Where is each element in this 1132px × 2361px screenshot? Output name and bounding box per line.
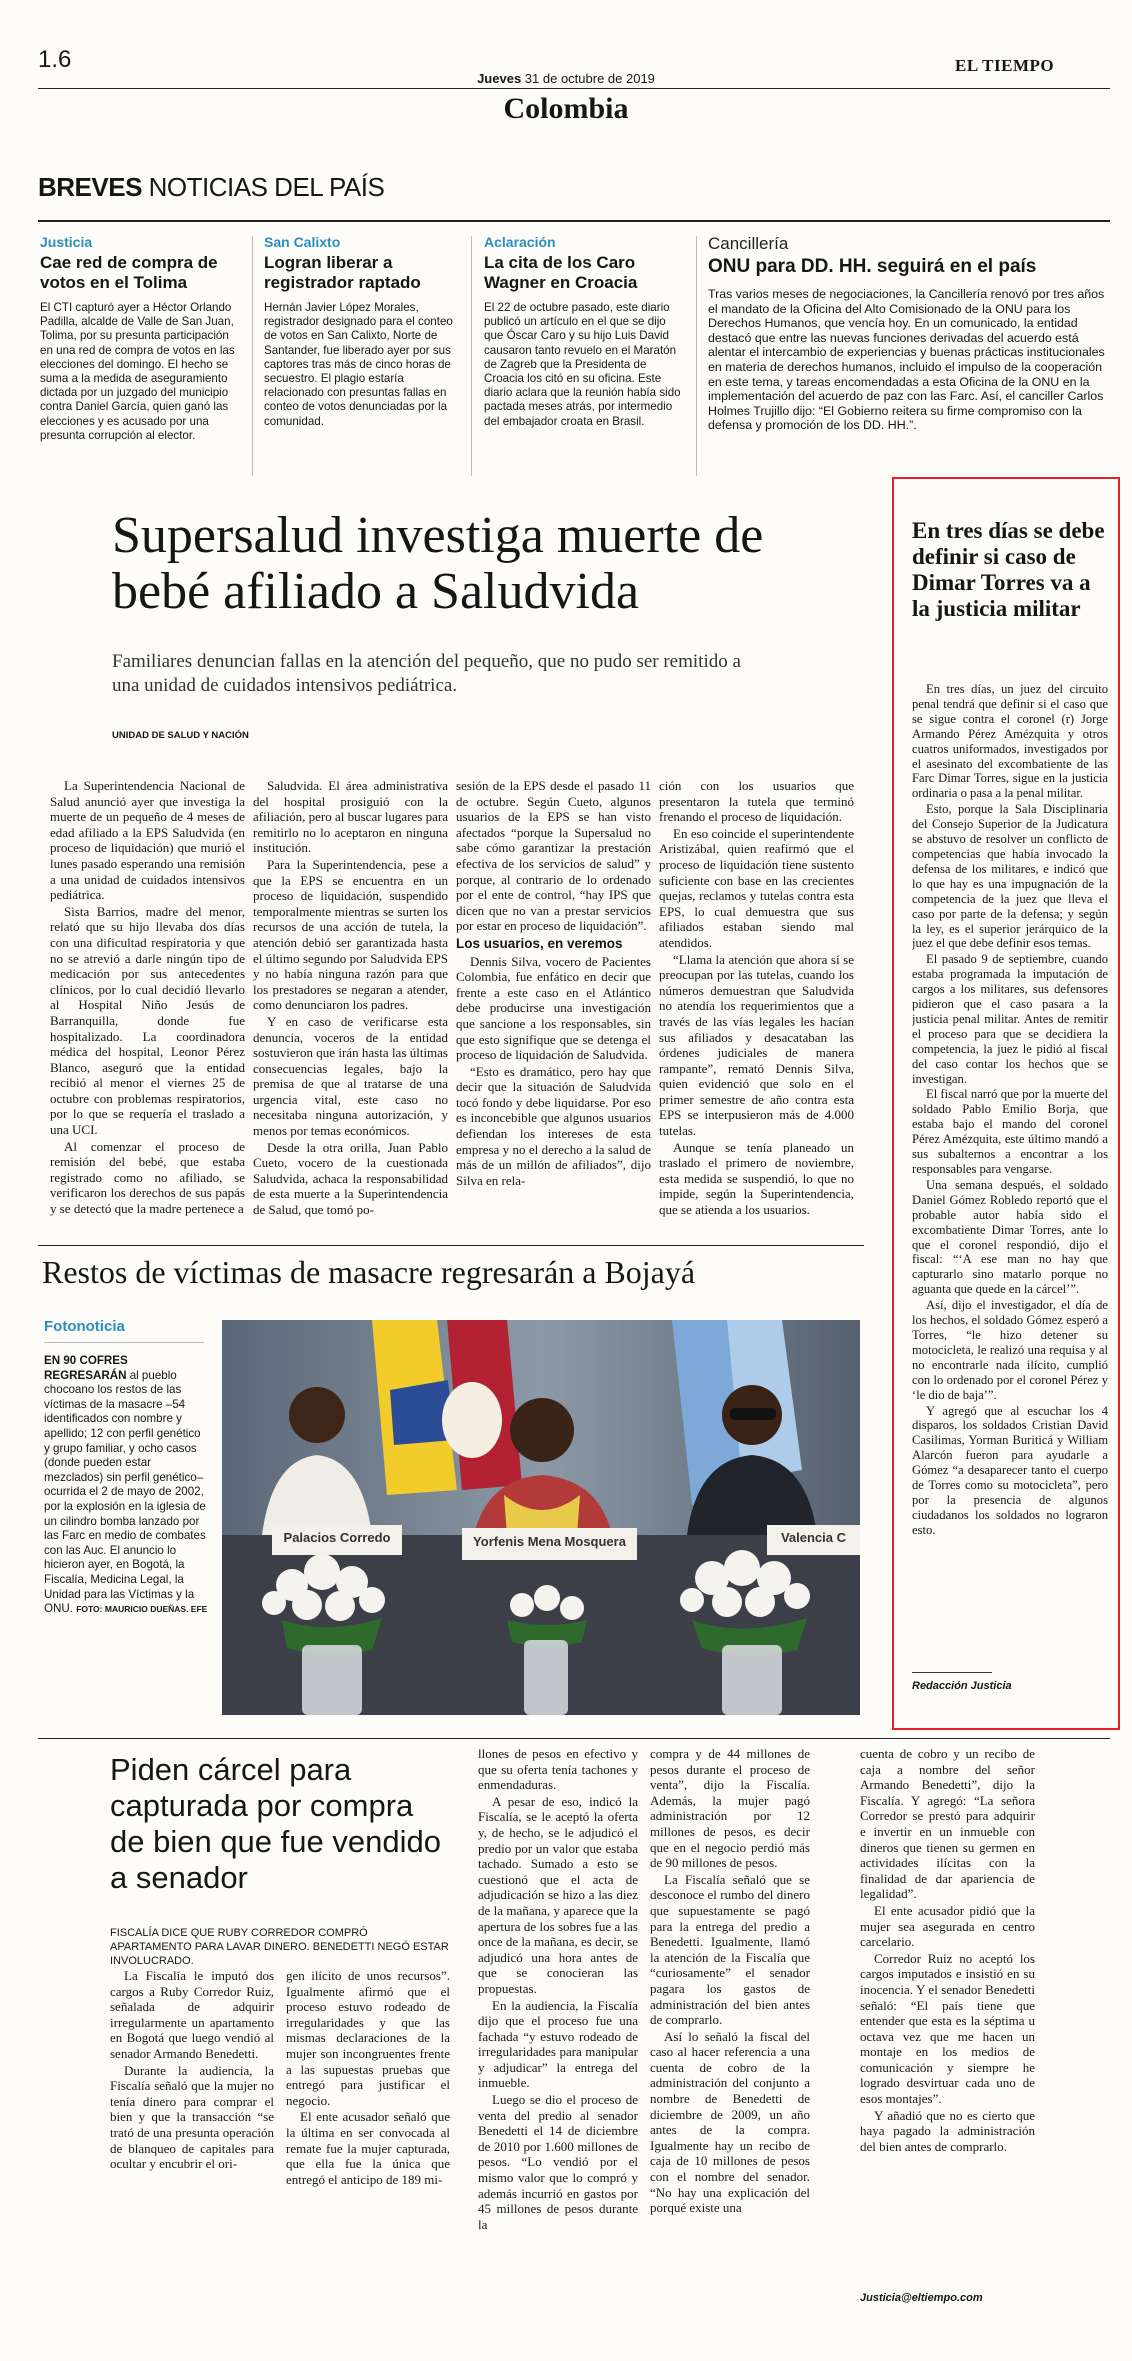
nameplate-center: Yorfenis Mena Mosquera	[473, 1534, 626, 1549]
main-col-3	[456, 778, 651, 1238]
breve-cancilleria	[708, 234, 1108, 484]
breve-text: El CTI capturó ayer a Héctor Orlando Padilla, alcalde de Valle de San Juan, Tolima, por su presunta participación en una red de compra de votos en las elecciones del domingo. El hecho se suma a la medida de aseguramiento dictada por un juzgado del municipio contra Daniel García, quien ganó las elecciones y es acusado por una presunta corrupción al elector.	[40, 301, 235, 442]
nameplate-left: Palacios Corredo	[283, 1530, 391, 1545]
photo-credit: FOTO: MAURICIO DUEÑAS. EFE	[76, 1604, 208, 1615]
paragraph: “Esto es dramático, pero hay que decir que la situación de Saludvida tocó fondo y debe liquidarse. Por eso es inconcebible que algunos usuarios defiendan los intereses de esta empresa y no el derecho a la salud de más de un millón de afiliados”, dijo Silva en rela-	[456, 1063, 651, 1188]
paragraph: Corredor Ruiz no aceptó los cargos imputados e insistió en su inocencia. Y el senador Benedetti señaló: “El país tiene que entender que esta es la séptima u octava vez que me hacen un montaje en los medios de comunicación y siempre he logrado desvirtuar cada uno de esos montajes”.	[860, 1950, 1035, 2107]
sidebar-credit-rule	[912, 1672, 992, 1673]
paragraph: Luego se dio el proceso de venta del predio al senador Benedetti el 14 de diciembre de 2010 por 1.600 millones de pesos. “Lo vendió por el mismo valor que lo compró y además incurrió en gastos por 45 millones de pesos durante la	[478, 2092, 638, 2232]
breve-headline: ONU para DD. HH. seguirá en el país	[708, 256, 1037, 277]
page-number: 1.6	[38, 46, 72, 73]
second-col-2	[286, 1968, 450, 2298]
paragraph: El ente acusador pidió que la mujer sea asegurada en centro carcelario.	[860, 1902, 1035, 1950]
photo-story-headline: Restos de víctimas de masacre regresarán a Bojayá	[42, 1254, 696, 1290]
paragraph: Y agregó que al escuchar los 4 disparos, los soldados Cristian David Casilimas, Yorman Buriticá y William Alarcón fueron para ayudarle a Gómez “a desaparecer tanto el cuerpo de Torres como su motocicleta”, pero por la presencia de algunos ciudadanos los soldados no lograron esto.	[912, 1403, 1108, 1537]
paragraph: Desde la otra orilla, Juan Pablo Cueto, vocero de la cuestionada Saludvida, achaca la responsabilidad de esta muerte a la Superintendencia de Salud, que tomó po-	[253, 1139, 448, 1218]
paragraph: El fiscal narró que por la muerte del soldado Pablo Emilio Borja, que estaba bajo el mando del coronel Pérez Amézquita, este último mandó a sus subalternos a encontrar a los responsables para vengarse.	[912, 1087, 1108, 1176]
breve-kicker: Aclaración	[484, 234, 556, 250]
paragraph: En la audiencia, la Fiscalía dijo que el proceso fue una fachada “y estuvo rodeado de irregularidades para manipular y adjudicar” la entrega del inmueble.	[478, 1997, 638, 2091]
breve-kicker: San Calixto	[264, 234, 341, 250]
sidebar-credit: Redacción Justicia	[912, 1680, 1012, 1692]
photo-caption-text: al pueblo chocoano los restos de las víctimas de la masacre –54 identificados con nombre y apellido; 12 con perfil genético y grupo familiar, y ocho casos (donde pueden estar mezclados) sin perfil genético– ocurrida el 2 de mayo de 2002, por la explosión en la iglesia de un cilindro bomba lanzado por las Farc en medio de combates con las Auc. El anuncio lo hicieron ayer, en Bogotá, la Fiscalía, Medicina Legal, la Unidad para las Víctimas y la ONU.	[44, 1368, 206, 1616]
breve-headline: Cae red de compra de votos en el Tolima	[40, 253, 218, 292]
paragraph: sesión de la EPS desde el pasado 11 de octubre. Según Cueto, algunos usuarios de la EPS se han visto afectados “porque la Supersalud no sabe cómo garantizar la prestación efectiva de los servicios de salud” y porque, al contrario de lo ordenado por el ente de control, “hay IPS que dicen que no van a prestar servicios por estar en proceso de liquidación”.	[456, 778, 651, 934]
paragraph: compra y de 44 millones de pesos durante el proceso de venta”, dijo la Fiscalía. Además, la mujer pagó administración por 12 millones de pesos, es decir que en el negocio perdió más de 90 millones de pesos.	[650, 1746, 810, 1871]
main-subhead: Los usuarios, en veremos	[456, 935, 623, 951]
paragraph: Así lo señaló la fiscal del caso al hacer referencia a una cuenta de cobro de la administración del conjunto a nombre de Benedetti de diciembre de 2009, un año antes de la compra. Igualmente hay un recibo de caja de 10 millones de pesos con el nombre del senador. “No hay una explicación del porqué existe una	[650, 2028, 810, 2216]
second-deck: FISCALÍA DICE QUE RUBY CORREDOR COMPRÓ APARTAMENTO PARA LAVAR DINERO. BENEDETTI NEGÓ ESTAR INVOLUCRADO.	[110, 1927, 449, 1967]
breve-text: Hernán Javier López Morales, registrador designado para el conteo de votos en San Calixto, Norte de Santander, fue liberado ayer por sus captores tras más de cinco horas de secuestro. El plagio estaría relacionado con presuntas fallas en conteo de votos denunciadas por la comunidad.	[264, 301, 453, 428]
paragraph: A pesar de eso, indicó la Fiscalía, se le aceptó la oferta y, de hecho, se le adjudicó el predio por un valor que estaba tachado. Sumado a esto se cuestionó que el acta de adjudicación se hizo a las diez de la mañana, y aparece que la apertura de los sobres fue a las once de la mañana, es decir, se adjudicó una hora antes de que se conocieran las propuestas.	[478, 1793, 638, 1996]
breve-divider	[696, 236, 697, 476]
section-title: Colombia	[503, 92, 629, 125]
breve-divider	[471, 236, 472, 476]
issue-date-rest: 31 de octubre de 2019	[524, 71, 655, 86]
nameplate-right: Valencia C	[780, 1530, 847, 1545]
paragraph: Durante la audiencia, la Fiscalía señaló que la mujer no tenía dinero para comprar el bien y que la transacción “se trató de una presunta operación de blanqueo de capitales para ocultar y encubrir el ori-	[110, 2062, 274, 2172]
paragraph: Sista Barrios, madre del menor, relató que su hijo llevaba dos días con una dificultad respiratoria y que no se atrevió a darle ningún tipo de medicación por sus antecedentes clínicos, por lo cual decidió llevarlo al Hospital Niño Jesús de Barranquilla, donde fue hospitalizado. La coordinadora médica del hospital, Leonor Pérez Blanco, aseguró que la entidad recibió al menor el viernes 25 de octubre con problemas respiratorios, por lo que se requería el traslado a una UCI.	[50, 903, 245, 1138]
paragraph: “Llama la atención que ahora sí se preocupan por las tutelas, cuando los números demuestran que Saludvida no atendía los requerimientos que a través de las vías legales les hacían sus afiliados y desacataban las órdenes judiciales de manera rampante”, remató Dennis Silva, quien evidenció que solo en el primer semestre de año contra esta EPS se interpusieron más de 4.000 tutelas.	[659, 951, 854, 1139]
photo-story-kicker-rule	[44, 1342, 204, 1343]
sidebar-headline: En tres días se debe definir si caso de Dimar Torres va a la justicia militar	[912, 518, 1105, 621]
paragraph: Y añadió que no es cierto que haya pagado la administración del bien antes de comprarlo.	[860, 2107, 1035, 2154]
breve-kicker: Justicia	[40, 234, 93, 250]
masthead-logo: EL TIEMPO	[955, 56, 1055, 75]
paragraph: gen ilícito de unos recursos”. Igualmente afirmó que el proceso estuvo rodeado de irregularidades y que las mismas declaraciones de la mujer son incongruentes frente a las supuestas pruebas que entregó para justificar el negocio.	[286, 1968, 450, 2108]
photo-story-rule	[38, 1245, 864, 1246]
second-col-1	[110, 1968, 274, 2298]
paragraph: Aunque se tenía planeado un traslado el primero de noviembre, esta medida se suspendió, lo que no impide, según la Superintendencia, que se atienda a los usuarios.	[659, 1139, 854, 1218]
sidebar-body	[912, 682, 1108, 1670]
main-deck: Familiares denuncian fallas en la atención del pequeño, que no pudo ser remitido a una unidad de cuidados intensivos pediátrica.	[112, 651, 741, 696]
photo-caption-lead: EN 90 COFRES REGRESARÁN	[44, 1354, 128, 1382]
breve-aclaracion	[484, 234, 684, 484]
breve-text: Tras varios meses de negociaciones, la Cancillería renovó por tres años el mandato de la Oficina del Alto Comisionado de la ONU para los Derechos Humanos, que vencía hoy. En un comunicado, la entidad destacó que entre las nuevas funciones derivadas del acuerdo está alentar el intercambio de experiencias y buenas prácticas institucionales en materia de derechos humanos, incluido el impulso de la cooperación en este tema, y tareas encomendadas a esta Oficina de la ONU en la implementación del acuerdo de paz con las Farc. Así, el canciller Carlos Holmes Trujillo dijo: “El Gobierno reitera su firme compromiso con la defensa y promoción de los DD. HH.”.	[708, 287, 1105, 433]
paragraph: La Fiscalía señaló que se desconoce el rumbo del dinero que supuestamente se pagó para la entrega del predio a Benedetti. Igualmente, llamó la atención de la Fiscalía que “curiosamente” el senador pagara los gastos de administración del bien antes de comprarlo.	[650, 1871, 810, 2028]
breve-headline: Logran liberar a registrador raptado	[264, 253, 421, 292]
paragraph: ción con los usuarios que presentaron la tutela que terminó frenando el proceso de liquidación.	[659, 778, 854, 825]
news-photo-illustration	[222, 1320, 860, 1715]
paragraph: La Superintendencia Nacional de Salud anunció ayer que investiga la muerte de un pequeño de 4 meses de edad afiliado a la EPS Saludvida (en proceso de liquidación) que murió el lunes pasado esperando una remisión a una unidad de cuidados intensivos pediátrica.	[50, 778, 245, 903]
paragraph: llones de pesos en efectivo y que su oferta tenía tachones y enmendaduras.	[478, 1746, 638, 1793]
paragraph: Para la Superintendencia, pese a que la EPS se encuentra en un proceso de liquidación, suspendido temporalmente mientras se surten los recursos de una acción de tutela, la atención debió ser garantizada hasta el último segundo por Saludvida EPS y no había ninguna razón para que los prestadores se negaran a atender, como denunciaron los padres.	[253, 856, 448, 1013]
news-photo	[222, 1320, 860, 1715]
paragraph: El pasado 9 de septiembre, cuando estaba programada la imputación de cargos a los militares, sus defensores pidieron que el caso pasara a la justicia penal militar. Antes de remitir el proceso para que se decidiera la competencia, la juez le pidió al fiscal del caso contar los hechos que se investigan.	[912, 952, 1108, 1086]
paragraph: En tres días, un juez del circuito penal tendrá que definir si el caso que se sigue contra el coronel (r) Jorge Armando Pérez Amézquita y otros cuatros uniformados, investigados por el asesinato del excombatiente de las Farc Dimar Torres, sigue en la justicia ordinaria o pasa a la penal militar.	[912, 682, 1108, 801]
issue-date	[0, 71, 1132, 86]
paragraph: Y en caso de verificarse esta denuncia, voceros de la entidad sostuvieron que irán hasta las últimas consecuencias legales, bajo la premisa de que al tratarse de una urgencia vital, este caso no necesitaba ninguna autorización, y menos por temas económicos.	[253, 1013, 448, 1139]
issue-date-day: Jueves	[477, 71, 522, 86]
header-rule	[38, 88, 1110, 89]
paragraph: Una semana después, el soldado Daniel Gómez Robledo reportó que el probable autor había sido el excombatiente Dimar Torres, ante lo que el coronel respondió, dijo el fiscal: “‘A ese man no hay que capturarlo sino matarlo porque no aguanta que quede en la cárcel’”.	[912, 1177, 1108, 1297]
photo-caption	[44, 1354, 209, 1694]
breve-divider	[252, 236, 253, 476]
second-headline: Piden cárcel para capturada por compra de bien que fue vendido a senador	[110, 1752, 441, 1895]
paragraph: Esto, porque la Sala Disciplinaria del Consejo Superior de la Judicatura se abstuvo de resolver un conflicto de competencias que había invocado la defensa de los militares, e indicó que lo que hay es una impugnación de la competencia de la juez que lleva el caso por parte de la defensa; y según la ley, es el superior jerárquico de la juez el que debe definir esos temas.	[912, 802, 1108, 951]
paragraph: Así, dijo el investigador, el día de los hechos, el soldado Gómez esperó a Torres, “le hizo detener su motocicleta, le realizó una requisa y al no encontrarle nada ilícito, cumplió con lo ordenado por el coronel Pérez y ‘le dio de baja’”.	[912, 1298, 1108, 1402]
author-email[interactable]: Justicia@eltiempo.com	[860, 2292, 983, 2304]
breves-label-bold: BREVES	[38, 172, 142, 202]
breves-label	[38, 172, 384, 203]
breve-san-calixto	[264, 234, 459, 484]
second-col-4	[650, 1746, 810, 2298]
main-col-4	[659, 778, 854, 1238]
paragraph: El ente acusador señaló que la última en ser convocada al remate fue la mujer capturada, que ella fue la única que entregó el anticipo de 189 mi-	[286, 2109, 450, 2187]
paragraph: En eso coincide el superintendente Aristizábal, quien reafirmó que el proceso de liquidación tiene sustento suficiente con base en las crecientes quejas, reclamos y tutelas contra esta EPS, lo cual demuestra que sus afiliados estaban siendo mal atendidos.	[659, 825, 854, 950]
second-article-rule	[38, 1738, 1110, 1739]
breve-kicker: Cancillería	[708, 234, 789, 253]
main-headline: Supersalud investiga muerte de bebé afiliado a Saludvida	[112, 507, 764, 620]
main-col-1	[50, 778, 245, 1238]
main-byline: UNIDAD DE SALUD Y NACIÓN	[112, 730, 249, 741]
breve-justicia	[40, 234, 240, 484]
paragraph: La Fiscalía le imputó dos cargos a Ruby Corredor Ruiz, señalada de adquirir irregularmente un apartamento en Bogotá que luego vendió al senador Armando Benedetti.	[110, 1968, 274, 2061]
photo-story-kicker: Fotonoticia	[44, 1318, 125, 1335]
breves-label-rest: NOTICIAS DEL PAÍS	[148, 172, 385, 202]
paragraph: Dennis Silva, vocero de Pacientes Colombia, fue enfático en decir que frente a este caso en el Atlántico debe producirse una investigación que sancione a los responsables, sin que esto signifique que se detenga el proceso de liquidación de Saludvida.	[456, 953, 651, 1063]
main-col-2	[253, 778, 448, 1238]
breves-rule	[38, 220, 1110, 222]
paragraph: Al comenzar el proceso de remisión del bebé, que estaba registrado como no afiliado, se verificaron los derechos de sus papás y se detectó que la madre pertenece a	[50, 1138, 245, 1217]
second-col-3	[478, 1746, 638, 2298]
breve-headline: La cita de los Caro Wagner en Croacia	[484, 253, 638, 292]
paragraph: cuenta de cobro y un recibo de caja a nombre del señor Armando Benedetti”, dijo la Fiscalía. Y agregó: “La señora Corredor se prestó para adquirir e invertir en un inmueble con dineros que tienen su germen en actividades ilícitas con la finalidad de dar apariencia de legalidad”.	[860, 1746, 1035, 1902]
breve-text: El 22 de octubre pasado, este diario publicó un artículo en el que se dijo que Óscar Caro y su hijo Luis David causaron tanto revuelo en el Maratón de Zagreb que la Presidenta de Croacia los citó en su oficina. Este diario aclara que la reunión había sido pactada meses atrás, por intermedio del embajador croata en Brasil.	[484, 301, 681, 428]
second-col-5	[860, 1746, 1035, 2286]
paragraph: Saludvida. El área administrativa del hospital prosiguió con la afiliación, pero al buscar lugares para remitirlo no lo aceptaron en ninguna institución.	[253, 778, 448, 856]
